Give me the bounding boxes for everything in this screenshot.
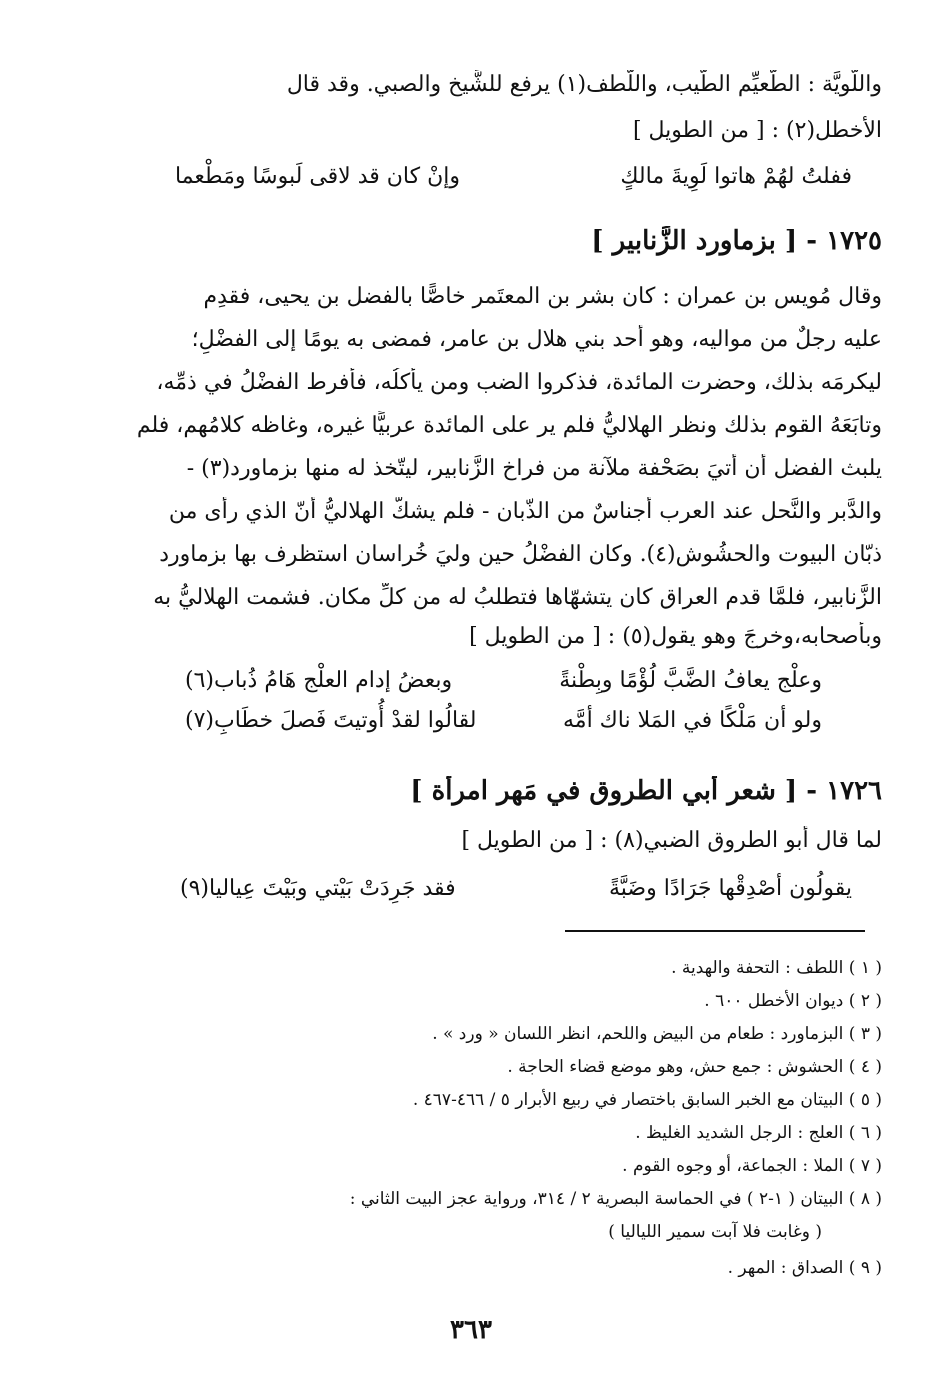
text-line: عليه رجلٌ من مواليه، وهو أحد بني هلال بن عامر، فمضى به يومًا إلى الفضْلِ؛ [191, 327, 882, 352]
verse-hemistich-left: لقالُوا لقدْ أُوتيتَ فَصلَ خطَابِ(٧) [185, 708, 477, 733]
text-line: يلبث الفضل أن أُتيَ بصَحْفة ملآنة من فراخ الزَّنابير، ليتّخذ له منها بزماورد(٣) - [186, 456, 882, 481]
text-line: ذبّان البيوت والحشُوش(٤). وكان الفضْلُ حين وليَ خُراسان استظرف بها بزماورد [159, 542, 882, 567]
text-line: وتابَعَهُ القوم بذلك ونظر الهلاليُّ فلم ير على المائدة عربيًّا غيره، وغاظه كلامُهم، فلم [136, 413, 882, 438]
page-number: ٣٦٣ [450, 1315, 492, 1345]
verse-hemistich-right: يقولُون أصْدِقْها جَرَادًا وضَبَّةً [608, 876, 852, 901]
footnote: ( ٦ ) العلج : الرجل الشديد الغليظ . [635, 1123, 882, 1143]
footnote: ( ٣ ) البزماورد : طعام من البيض واللحم، انظر اللسان « ورد » . [432, 1024, 882, 1044]
footnote: ( ٥ ) البيتان مع الخبر السابق باختصار في ربيع الأبرار ٥ / ٤٦٦-٤٦٧ . [412, 1090, 882, 1110]
text-line: ليكرمَه بذلك، وحضرت المائدة، فذكروا الضب ومن يأكلُه، فأفرط الفضْلُ في ذمِّه، [156, 370, 882, 395]
text-line: لما قال أبو الطروق الضبي(٨) : [ من الطويل ] [461, 828, 882, 853]
footnote-continuation: ( وغابت فلا آبت سمير اللياليا ) [608, 1222, 822, 1242]
text-line: وقال مُويس بن عمران : كان بشر بن المعتَمر خاصًّا بالفضل بن يحيى، فقدِم [203, 284, 882, 309]
section-heading: ١٧٢٥ - [ بزماورد الزَّنابير ] [591, 226, 882, 256]
footnote-separator [565, 930, 865, 932]
verse-hemistich-left: وإنْ كان قد لاقى لَبوسًا ومَطْعما [175, 164, 460, 189]
footnote: ( ٩ ) الصداق : المهر . [727, 1258, 882, 1278]
footnote: ( ٤ ) الحشوش : جمع حش، وهو موضع قضاء الحاجة . [507, 1057, 882, 1077]
footnote: ( ٢ ) ديوان الأخطل ٦٠٠ . [704, 991, 882, 1011]
verse-hemistich-right: ولو أن مَلْكًا في المَلا ناك أمَّه [562, 708, 822, 733]
verse-hemistich-right: وعلْج يعافُ الضَّبَّ لُؤْمًا وبِطْنةً [559, 668, 822, 693]
footnote: ( ١ ) اللطف : التحفة والهدية . [671, 958, 882, 978]
verse-hemistich-left: وبعضُ إدام العلْج هَامُ ذُباب(٦) [185, 668, 453, 693]
text-line: الأخطل(٢) : [ من الطويل ] [632, 118, 882, 143]
text-line: الزَّنابير، فلمَّا قدم العراق كان يتشهّاها فتطلبُ له من كلِّ مكان. فشمت الهلاليُّ به [153, 585, 882, 610]
text-line: وبأصحابه،وخرجَ وهو يقول(٥) : [ من الطويل ] [469, 624, 882, 649]
footnote: ( ٨ ) البيتان ( ١-٢ ) في الحماسة البصرية ٢ / ٣١٤، ورواية عجز البيت الثاني : [349, 1189, 882, 1209]
footnote: ( ٧ ) الملا : الجماعة، أو وجوه القوم . [622, 1156, 882, 1176]
text-line: واللَّويَّة : الطُّعيِّم الطَّيب، واللَّطف(١) يرفع للشَّيخ والصبي. وقد قال [286, 72, 882, 97]
verse-hemistich-right: ففلتُ لهُمْ هاتوا لَوِيةَ مالكٍ [620, 164, 852, 189]
verse-hemistich-left: فقد جَرِدَتْ بَيْتي وبَيْتَ عِياليا(٩) [180, 876, 456, 901]
text-line: والدَّبر والنَّحل عند العرب أجناسٌ من الذّبان - فلم يشكّ الهلاليُّ أنّ الذي رأى من [168, 499, 882, 524]
section-heading: ١٧٢٦ - [ شعر أبي الطروق في مَهر امرأة ] [410, 776, 882, 806]
